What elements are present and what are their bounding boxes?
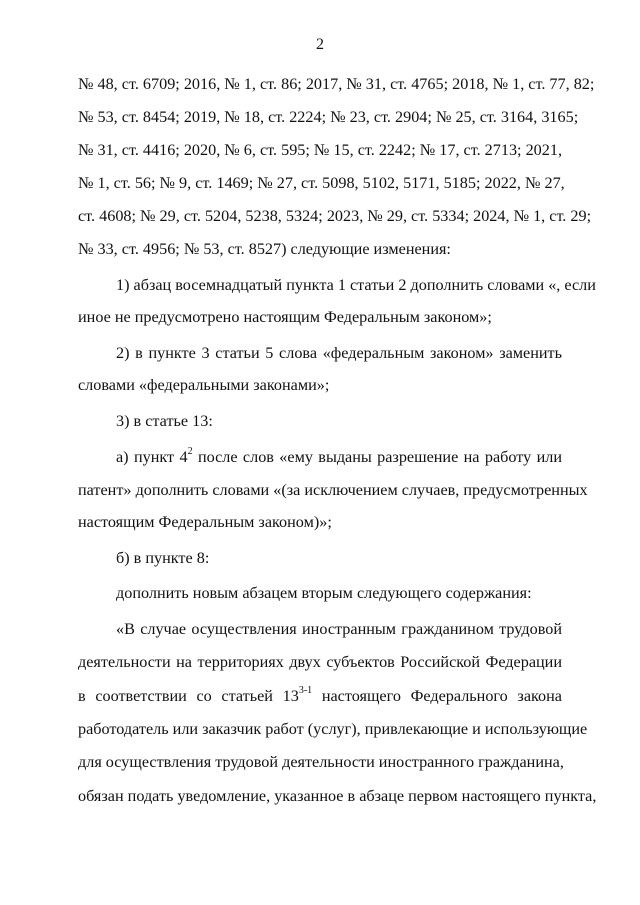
text-line: № 33, ст. 4956; № 53, ст. 8527) следующие изменения:: [78, 240, 451, 258]
text-span: а) пункт 4: [116, 448, 188, 466]
text-span: после слов «ему выданы разрешение на работу или: [192, 448, 562, 466]
text-span: настоящего Федерального закона: [312, 687, 562, 705]
list-item-1: 1) абзац восемнадцатый пункта 1 статьи 2 дополнить словами «, если: [116, 276, 596, 294]
list-item-2: 2) в пункте 3 статьи 5 слова «федеральным законом» заменить: [116, 344, 562, 362]
text-line: дополнить новым абзацем вторым следующего содержания:: [116, 584, 532, 602]
text-line: ст. 4608; № 29, ст. 5204, 5238, 5324; 2023, № 29, ст. 5334; 2024, № 1, ст. 29;: [78, 207, 592, 225]
sub-item-a: [116, 447, 562, 467]
superscript: 3-1: [298, 684, 313, 696]
text-line: № 31, ст. 4416; 2020, № 6, ст. 595; № 15, ст. 2242; № 17, ст. 2713; 2021,: [78, 141, 563, 159]
text-line: словами «федеральными законами»;: [78, 376, 330, 394]
text-line: № 1, ст. 56; № 9, ст. 1469; № 27, ст. 5098, 5102, 5171, 5185; 2022, № 27,: [78, 174, 565, 192]
page-number: 2: [316, 36, 324, 53]
list-item-3: 3) в статье 13:: [116, 412, 213, 430]
text-line: работодатель или заказчик работ (услуг), привлекающие и использующие: [78, 720, 588, 738]
sub-item-b: б) в пункте 8:: [116, 549, 210, 567]
superscript: 2: [187, 445, 193, 457]
text-line: настоящим Федеральным законом)»;: [78, 513, 332, 531]
quote-line: «В случае осуществления иностранным гражданином трудовой: [116, 620, 562, 638]
text-line: для осуществления трудовой деятельности иностранного гражданина,: [78, 753, 564, 771]
text-line: иное не предусмотрено настоящим Федеральным законом»;: [78, 308, 492, 326]
text-span: в соответствии со статьей 13: [78, 687, 299, 705]
text-line: деятельности на территориях двух субъектов Российской Федерации: [78, 653, 562, 671]
text-line: № 53, ст. 8454; 2019, № 18, ст. 2224; № 23, ст. 2904; № 25, ст. 3164, 3165;: [78, 108, 579, 126]
text-line: № 48, ст. 6709; 2016, № 1, ст. 86; 2017, № 31, ст. 4765; 2018, № 1, ст. 77, 82;: [78, 75, 595, 93]
text-line: [78, 686, 562, 706]
text-line: обязан подать уведомление, указанное в абзаце первом настоящего пункта,: [78, 787, 597, 805]
text-line: патент» дополнить словами «(за исключением случаев, предусмотренных: [78, 481, 588, 499]
